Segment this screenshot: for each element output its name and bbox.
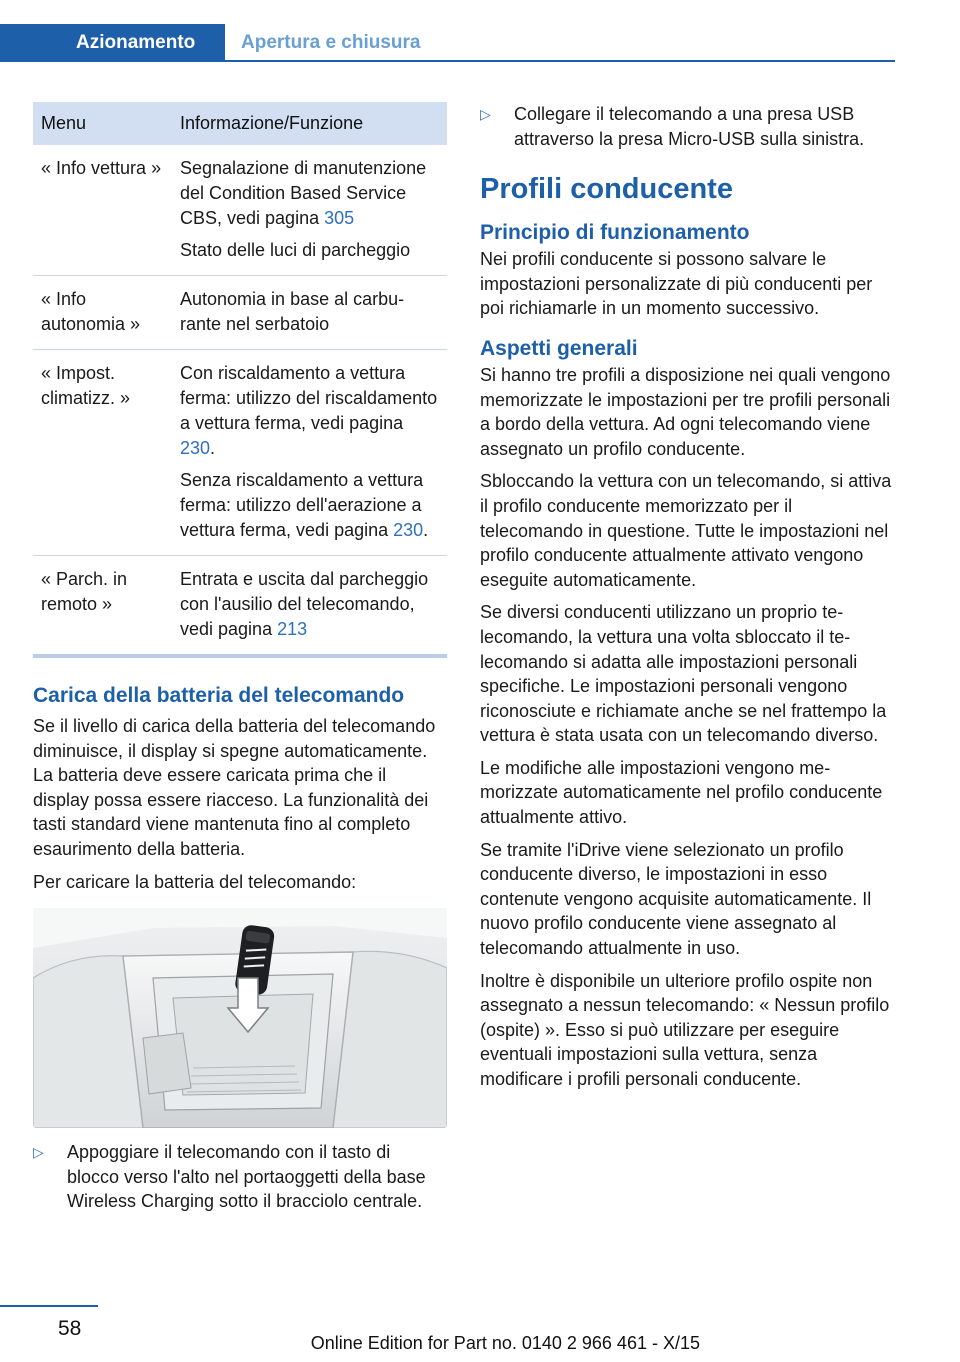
table-row (33, 276, 447, 350)
tab-azionamento-label: Azionamento (76, 32, 196, 53)
step-text: Appoggiare il telecomando con il tasto di blocco verso l'alto nel portaoggetti della base Wireless Charging sotto il bracciolo centrale. (67, 1142, 426, 1212)
info-text: Con riscaldamento a vettura ferma: utilizzo del riscaldamento a vettura ferma, vedi pagina (180, 363, 438, 433)
header-rule (0, 60, 895, 62)
menu-function-table (33, 102, 447, 658)
info-cell (172, 350, 447, 556)
general-paragraph: Se diversi conducenti utilizzano un proprio telecomando, la vettura una volta sbloccato il telecomando si adatta alle impostazioni personali specifiche. Le impostazioni personali vengono riconosciute e richiamate anche se nel frattempo la vettura è stata usata con un telecomando diverso. (480, 602, 887, 746)
triangle-bullet-icon: ▷ (33, 1144, 44, 1161)
table-row (33, 556, 447, 657)
footer-rule (0, 1305, 98, 1307)
principle-paragraph: Nei profili conducente si possono salvare le impostazioni personalizzate di più conducenti per poi richiamarle in un momento successivo. (480, 249, 873, 319)
charging-heading: Carica della batteria del telecomando (33, 684, 405, 707)
right-column (480, 102, 895, 1092)
page-ref-link[interactable]: 230 (393, 520, 424, 540)
general-paragraph: Se tramite l'iDrive viene selezionato un profilo conducente diverso, le impostazioni in esso contenute vengono acquisite automaticamente. Il nuovo profilo conducente viene assegnato al telecomando attualmente in uso. (480, 839, 872, 959)
page-ref-link[interactable]: 305 (324, 208, 355, 228)
table-row (33, 350, 447, 556)
info-text: Autonomia in base al carburante nel serbatoio (180, 289, 405, 334)
info-text-end: . (210, 438, 216, 458)
tab-azionamento[interactable] (0, 24, 225, 62)
edition-note: Online Edition for Part no. 0140 2 966 461 - X/15 (310, 1333, 700, 1353)
info-text-end: . (423, 520, 429, 540)
charging-intro: Per caricare la batteria del telecomando: (33, 871, 357, 892)
tab-apertura-chiusura[interactable]: Apertura e chiusura (241, 32, 421, 53)
table-row (33, 145, 447, 276)
info-cell (172, 276, 447, 350)
menu-cell: « Impost. climatizz. » (33, 350, 172, 556)
charging-paragraph: Se il livello di carica della batteria del telecomando diminuisce, il display si spegne automaticamente. La batteria deve essere caricata prima che il display possa essere riacceso. La funzionalità dei tasti standard viene mantenuta fino al completo esaurimento della batteria. (33, 716, 436, 859)
step-connect-usb (480, 102, 895, 151)
general-subheading: Aspetti generali (480, 336, 638, 360)
general-paragraph: Si hanno tre profili a disposizione nei quali vengono memorizzate le impostazioni per tre profili personali a bordo della vettura. Ad ogni telecomando viene assegnato un profilo conducente. (480, 364, 891, 459)
page-header (0, 24, 895, 62)
general-paragraph: Sbloccando la vettura con un telecomando, si attiva il profilo conducente memorizzato per il telecomando in questione. Tutte le impostazioni nel profilo conducente attualmente attivato vengono eseguite automaticamente. (480, 471, 892, 590)
page-ref-link[interactable]: 213 (277, 619, 308, 639)
general-paragraph: Inoltre è disponibile un ulteriore profilo ospite non assegnato a nessun telecomando: « Nessun profilo (ospite) ». Esso si può utilizzare per eseguire eventuali impostazioni sulla vettura, senza modificare i profili personali conducente. (480, 970, 890, 1089)
info-text: Segnalazione di manutenzione del Condition Based Service CBS, vedi pagina (180, 158, 427, 228)
page-number: 58 (58, 1317, 82, 1340)
profiles-heading: Profili conducente (480, 173, 733, 206)
info-cell (172, 556, 447, 657)
info-text: Stato delle luci di parcheggio (180, 240, 411, 260)
step-place-key (33, 1140, 447, 1214)
page-ref-link[interactable]: 230 (180, 438, 211, 458)
left-column (33, 102, 447, 1214)
info-text: Senza riscaldamento a vettura ferma: utilizzo dell'aerazione a vettura ferma, vedi pagina (180, 470, 424, 540)
step-text: Collegare il telecomando a una presa USB attraverso la presa Micro-USB sulla sinistra. (514, 104, 865, 149)
col-menu-header: Menu (33, 102, 172, 145)
menu-cell: « Info vettura » (33, 145, 172, 276)
triangle-bullet-icon: ▷ (480, 106, 491, 122)
menu-cell: « Info autonomia » (33, 276, 172, 350)
general-paragraph: Le modifiche alle impostazioni vengono memorizzate automaticamente nel profilo conducente attualmente attivo. (480, 757, 883, 828)
info-text: Entrata e uscita dal parcheggio con l'ausilio del telecomando, vedi pagina (180, 569, 429, 639)
principle-subheading: Principio di funzionamento (480, 221, 750, 245)
wireless-charging-illustration (33, 908, 447, 1128)
menu-cell: « Parch. in remoto » (33, 556, 172, 657)
info-cell (172, 145, 447, 276)
col-info-header: Informazione/Funzione (172, 102, 447, 145)
table-header-row (33, 102, 447, 145)
